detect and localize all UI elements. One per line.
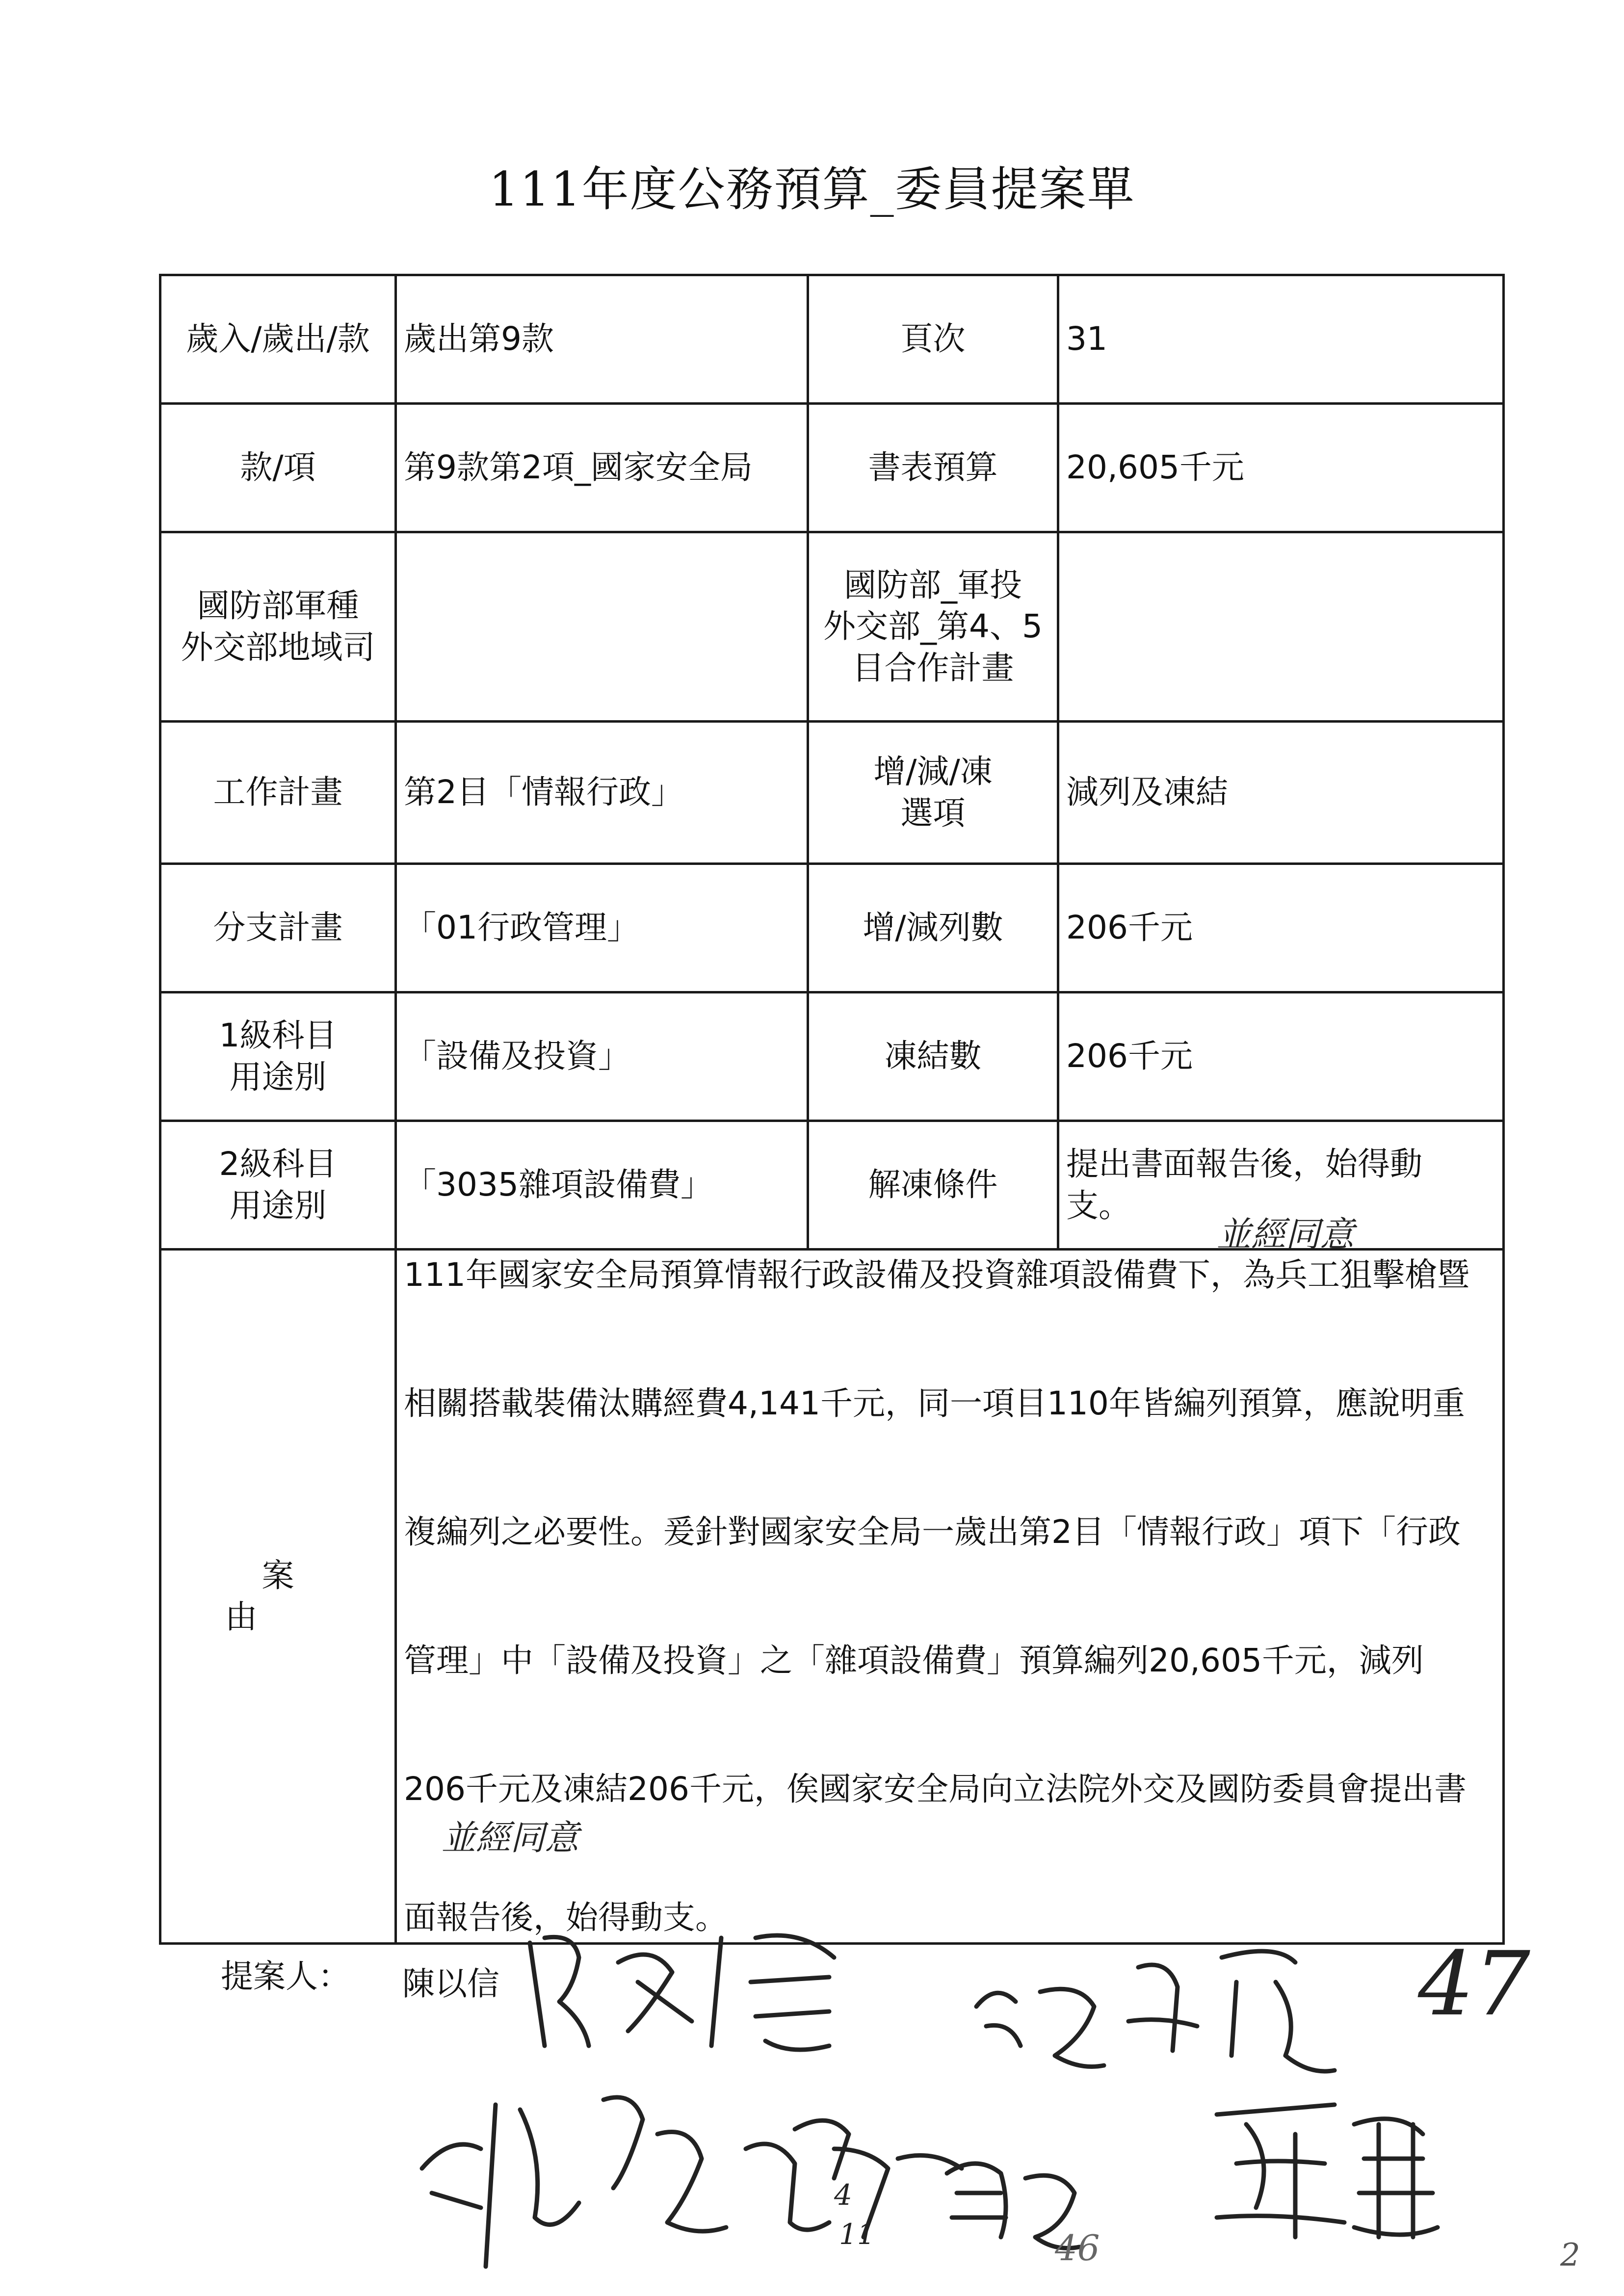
signature-note-2: 2 [1560, 2237, 1580, 2273]
field-label-line: 1級科目 [219, 1017, 337, 1055]
field-label-line: 國防部軍種 [197, 587, 359, 625]
field-label-line: 用途別 [229, 1186, 327, 1225]
field-label-line: 2級科目 [219, 1145, 337, 1183]
handwritten-annotation: 並經同意 [442, 1818, 579, 1858]
handwritten-annotation: 並經同意 [1217, 1214, 1354, 1254]
field-label: 工作計畫 [160, 722, 396, 864]
field-value: 31 [1058, 275, 1504, 404]
field-label: 書表預算 [808, 404, 1058, 532]
field-value: 減列及凍結 [1058, 722, 1504, 864]
field-value: 206千元 [1058, 864, 1504, 992]
signature-note-4: 4 [834, 2178, 852, 2212]
field-label-line: 目合作計畫 [852, 649, 1014, 687]
field-label: 分支計畫 [160, 864, 396, 992]
field-label: 凍結數 [808, 992, 1058, 1121]
reason-line: 管理」中「設備及投資」之「雜項設備費」預算編列20,605千元，減列 [404, 1642, 1424, 1679]
signature-note-47: 47 [1418, 1933, 1531, 2035]
reason-line: 111年國家安全局預算情報行政設備及投資雜項設備費下，為兵工狙擊槍暨 [404, 1256, 1469, 1294]
field-label-line: 增/減/凍 [873, 753, 993, 791]
field-label: 頁次 [808, 275, 1058, 404]
signature-note-46: 46 [1055, 2227, 1100, 2269]
field-value: 20,605千元 [1058, 404, 1504, 532]
field-value-line: 提出書面報告後，始得動 [1066, 1145, 1422, 1183]
field-value-line: 支。 [1066, 1186, 1131, 1225]
field-label-line: 國防部_軍投 [844, 566, 1022, 604]
reason-line: 複編列之必要性。爰針對國家安全局一歲出第2目「情報行政」項下「行政 [404, 1513, 1461, 1551]
field-value: 「3035雜項設備費」 [396, 1121, 808, 1250]
reason-label-text: 案由 [225, 1556, 368, 1636]
field-value: 第9款第2項_國家安全局 [396, 404, 808, 532]
reason-line: 相關搭載裝備汰購經費4,141千元，同一項目110年皆編列預算，應說明重 [404, 1384, 1465, 1422]
proposer-label: 提案人： [221, 1957, 350, 1995]
reason-line: 面報告後，始得動支。 [404, 1899, 728, 1936]
field-label: 解凍條件 [808, 1121, 1058, 1250]
field-label-line: 外交部_第4、5 [823, 607, 1043, 646]
signature-note-11: 11 [839, 2218, 875, 2251]
field-label-line: 外交部地域司 [181, 628, 375, 666]
field-label-line: 選項 [900, 794, 966, 832]
proposer-name: 陳以信 [402, 1965, 499, 2003]
field-label: 增/減列數 [808, 864, 1058, 992]
field-label-line: 用途別 [229, 1058, 327, 1096]
field-value: 第2目「情報行政」 [396, 722, 808, 864]
reason-line: 206千元及凍結206千元，俟國家安全局向立法院外交及國防委員會提出書 [404, 1770, 1467, 1808]
field-label: 款/項 [160, 404, 396, 532]
field-value: 「設備及投資」 [396, 992, 808, 1121]
field-label: 歲入/歲出/款 [160, 275, 396, 404]
field-value: 206千元 [1058, 992, 1504, 1121]
field-value: 「01行政管理」 [396, 864, 808, 992]
field-value: 歲出第9款 [396, 275, 808, 404]
page-title: 111年度公務預算_委員提案單 [489, 162, 1135, 217]
